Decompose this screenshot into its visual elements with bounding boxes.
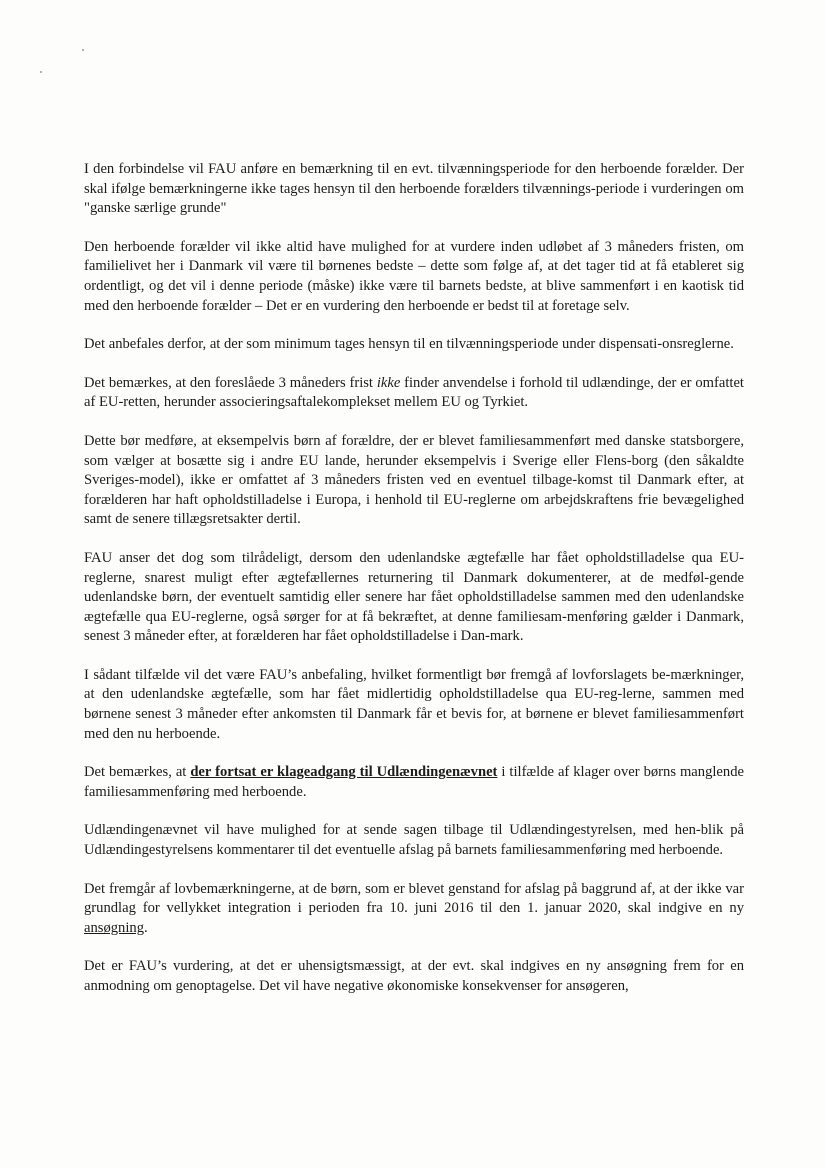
- paragraph-udlaendingenaevnet: [84, 821, 744, 860]
- document-page: [84, 160, 744, 1016]
- text-segment: Det bemærkes, at den foreslåede 3 måneders frist: [84, 374, 377, 391]
- scan-speck: [40, 71, 42, 73]
- text-segment: Den herboende forælder vil ikke altid have mulighed for at vurdere inden udløbet af 3 måneders fristen, om familielivet her i Danmark vil være til børnenes bedste – dette som følge af, at det tager tid at få etableret sig ordentligt, og det vil i denne periode (måske) ikke være til barnets bedste, at blive sammenført i en kaotisk tid med den herboende forælder – Det er en vurdering den herboende er bedst til at foretage selv.: [84, 238, 744, 314]
- emphasis-text: der fortsat er klageadgang til Udlændingenævnet: [190, 764, 498, 781]
- paragraph-ny-ansoegning: [84, 880, 744, 939]
- text-segment: I den forbindelse vil FAU anføre en bemærkning til en evt. tilvænningsperiode for den herboende forælder. Der skal ifølge bemærkningerne ikke tages hensyn til den herboende forælders tilvænnings-periode i vurderingen om "ganske særlige grunde": [84, 161, 744, 217]
- emphasis-text: ansøgning: [84, 919, 144, 936]
- text-segment: Dette bør medføre, at eksempelvis børn af forældre, der er blevet familiesammenført med danske statsborgere, som vælger at bosætte sig i andre EU lande, herunder eksempelvis i Sverige eller Flens-borg (den såkaldte Sveriges-model), ikke er omfattet af 3 måneders fristen ved en eventuel tilbage-komst til Danmark efter, at forælderen har haft opholdstilladelse i Europa, i henhold til EU-reglerne om arbejdskraftens frie bevægelighed samt de senere tillægsretsakter dertil.: [84, 432, 744, 528]
- text-segment: Det fremgår af lovbemærkningerne, at de børn, som er blevet genstand for afslag på baggrund af, at der ikke var grundlag for vellykket integration i perioden fra 10. juni 2016 til den 1. januar 2020, skal indgive en ny: [84, 880, 744, 917]
- paragraph-fau-anbefaling: [84, 666, 744, 744]
- emphasis-text: ikke: [376, 374, 401, 391]
- paragraph-eu-retten: [84, 374, 744, 413]
- paragraph-herboende-foraelder: [84, 238, 744, 316]
- paragraph-fau-tilraadeligt: [84, 549, 744, 647]
- paragraph-fau-vurdering: [84, 957, 744, 996]
- text-segment: finder anvendelse i forhold til udlændinge, der er omfattet af EU-retten, herunder associeringsaftalekomplekset mellem EU og Tyrkiet.: [84, 374, 744, 411]
- text-segment: FAU anser det dog som tilrådeligt, dersom den udenlandske ægtefælle har fået opholdstilladelse qua EU-reglerne, snarest muligt efter ægtefællernes returnering til Danmark dokumenterer, at de medføl-gende udenlandske børn, der eventuelt samtidig eller senere har fået opholdstilladelse sammen med den udenlandske ægtefælle qua EU-reglerne, også sørger for at få bekræftet, at denne familiesam-menføring gælder i Danmark, senest 3 måneder efter, at forælderen har fået opholdstilladelse i Dan-mark.: [84, 549, 744, 645]
- text-segment: Det er FAU’s vurdering, at det er uhensigtsmæssigt, at der evt. skal indgives en ny ansøgning frem for en anmodning om genoptagelse. Det vil have negative økonomiske konsekvenser for ansøgeren,: [84, 958, 744, 994]
- paragraph-sveriges-model: [84, 432, 744, 530]
- paragraph-anbefaling-dispensation: [84, 335, 744, 355]
- paragraph-klageadgang: [84, 763, 744, 802]
- paragraph-tilvaenning: [84, 160, 744, 219]
- text-segment: Det anbefales derfor, at der som minimum tages hensyn til en tilvænningsperiode under dispensati-onsreglerne.: [84, 336, 734, 353]
- text-segment: .: [144, 919, 148, 936]
- text-segment: Det bemærkes, at: [84, 764, 191, 781]
- scan-speck: [82, 49, 84, 51]
- text-segment: Udlændingenævnet vil have mulighed for at sende sagen tilbage til Udlændingestyrelsen, med hen-blik på Udlændingestyrelsens kommentarer til det eventuelle afslag på barnets familiesammenføring med herboende.: [84, 822, 744, 859]
- text-segment: I sådant tilfælde vil det være FAU’s anbefaling, hvilket formentligt bør fremgå af lovforslagets be-mærkninger, at den udenlandske ægtefælle, som har fået midlertidig opholdstilladelse qua EU-reg-lerne, sammen med børnene senest 3 måneder efter ankomsten til Danmark får et bevis for, at børnene er blevet familiesammenført med den nu herboende.: [84, 666, 744, 742]
- text-segment: i tilfælde af klager over børns manglende familiesammenføring med herboende.: [84, 764, 744, 800]
